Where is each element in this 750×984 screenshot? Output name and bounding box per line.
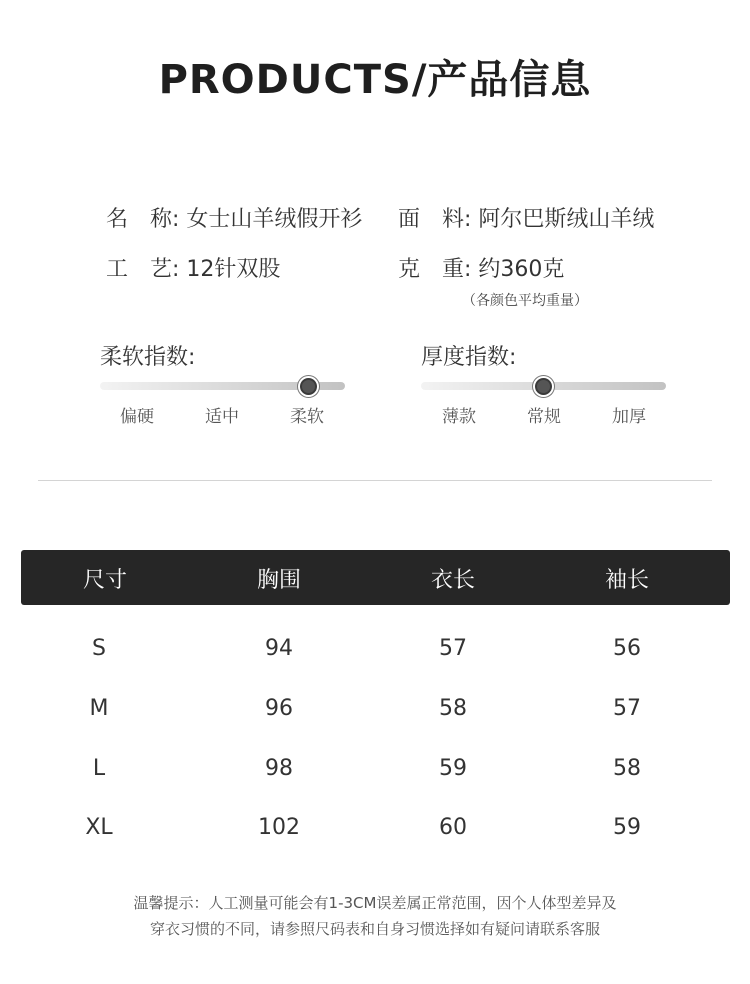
thickness-label: 厚度指数: [421, 345, 517, 370]
cell-sleeve: 57 [613, 696, 641, 721]
thickness-indicator [535, 378, 552, 395]
spec-material: 面 料: 阿尔巴斯绒山羊绒 [398, 207, 655, 232]
footer-note-line1: 温馨提示：人工测量可能会有1-3CM误差属正常范围，因个人体型差异及 [133, 894, 617, 912]
page-title: PRODUCTS/产品信息 [158, 57, 592, 103]
section-divider [38, 480, 712, 481]
cell-length: 60 [439, 815, 467, 840]
softness-label: 柔软指数: [100, 345, 196, 370]
spec-craft: 工 艺: 12针双股 [106, 257, 281, 282]
cell-sleeve: 58 [613, 756, 641, 781]
softness-tick-soft: 柔软 [290, 407, 324, 427]
cell-size: S [92, 636, 106, 661]
softness-indicator [300, 378, 317, 395]
cell-length: 57 [439, 636, 467, 661]
cell-size: M [89, 696, 109, 721]
cell-length: 58 [439, 696, 467, 721]
spec-weight: 克 重: 约360克 [398, 257, 565, 282]
footer-note-line2: 穿衣习惯的不同，请参照尺码表和自身习惯选择如有疑问请联系客服 [149, 920, 600, 938]
softness-tick-hard: 偏硬 [120, 407, 154, 427]
cell-chest: 102 [258, 815, 300, 840]
header-chest: 胸围 [256, 568, 301, 593]
cell-chest: 94 [265, 636, 293, 661]
cell-sleeve: 56 [613, 636, 641, 661]
softness-tick-medium: 适中 [205, 407, 239, 427]
cell-size: XL [85, 815, 113, 840]
cell-size: L [92, 756, 106, 781]
thickness-tick-thick: 加厚 [612, 407, 646, 427]
header-sleeve: 袖长 [604, 568, 649, 593]
spec-weight-note: （各颜色平均重量） [462, 293, 588, 309]
spec-name: 名 称: 女士山羊绒假开衫 [106, 207, 363, 232]
thickness-tick-thin: 薄款 [442, 407, 476, 427]
cell-length: 59 [439, 756, 467, 781]
cell-chest: 98 [265, 756, 293, 781]
header-size: 尺寸 [82, 568, 127, 593]
thickness-tick-regular: 常规 [527, 407, 561, 427]
cell-sleeve: 59 [613, 815, 641, 840]
cell-chest: 96 [265, 696, 293, 721]
header-length: 衣长 [430, 568, 475, 593]
